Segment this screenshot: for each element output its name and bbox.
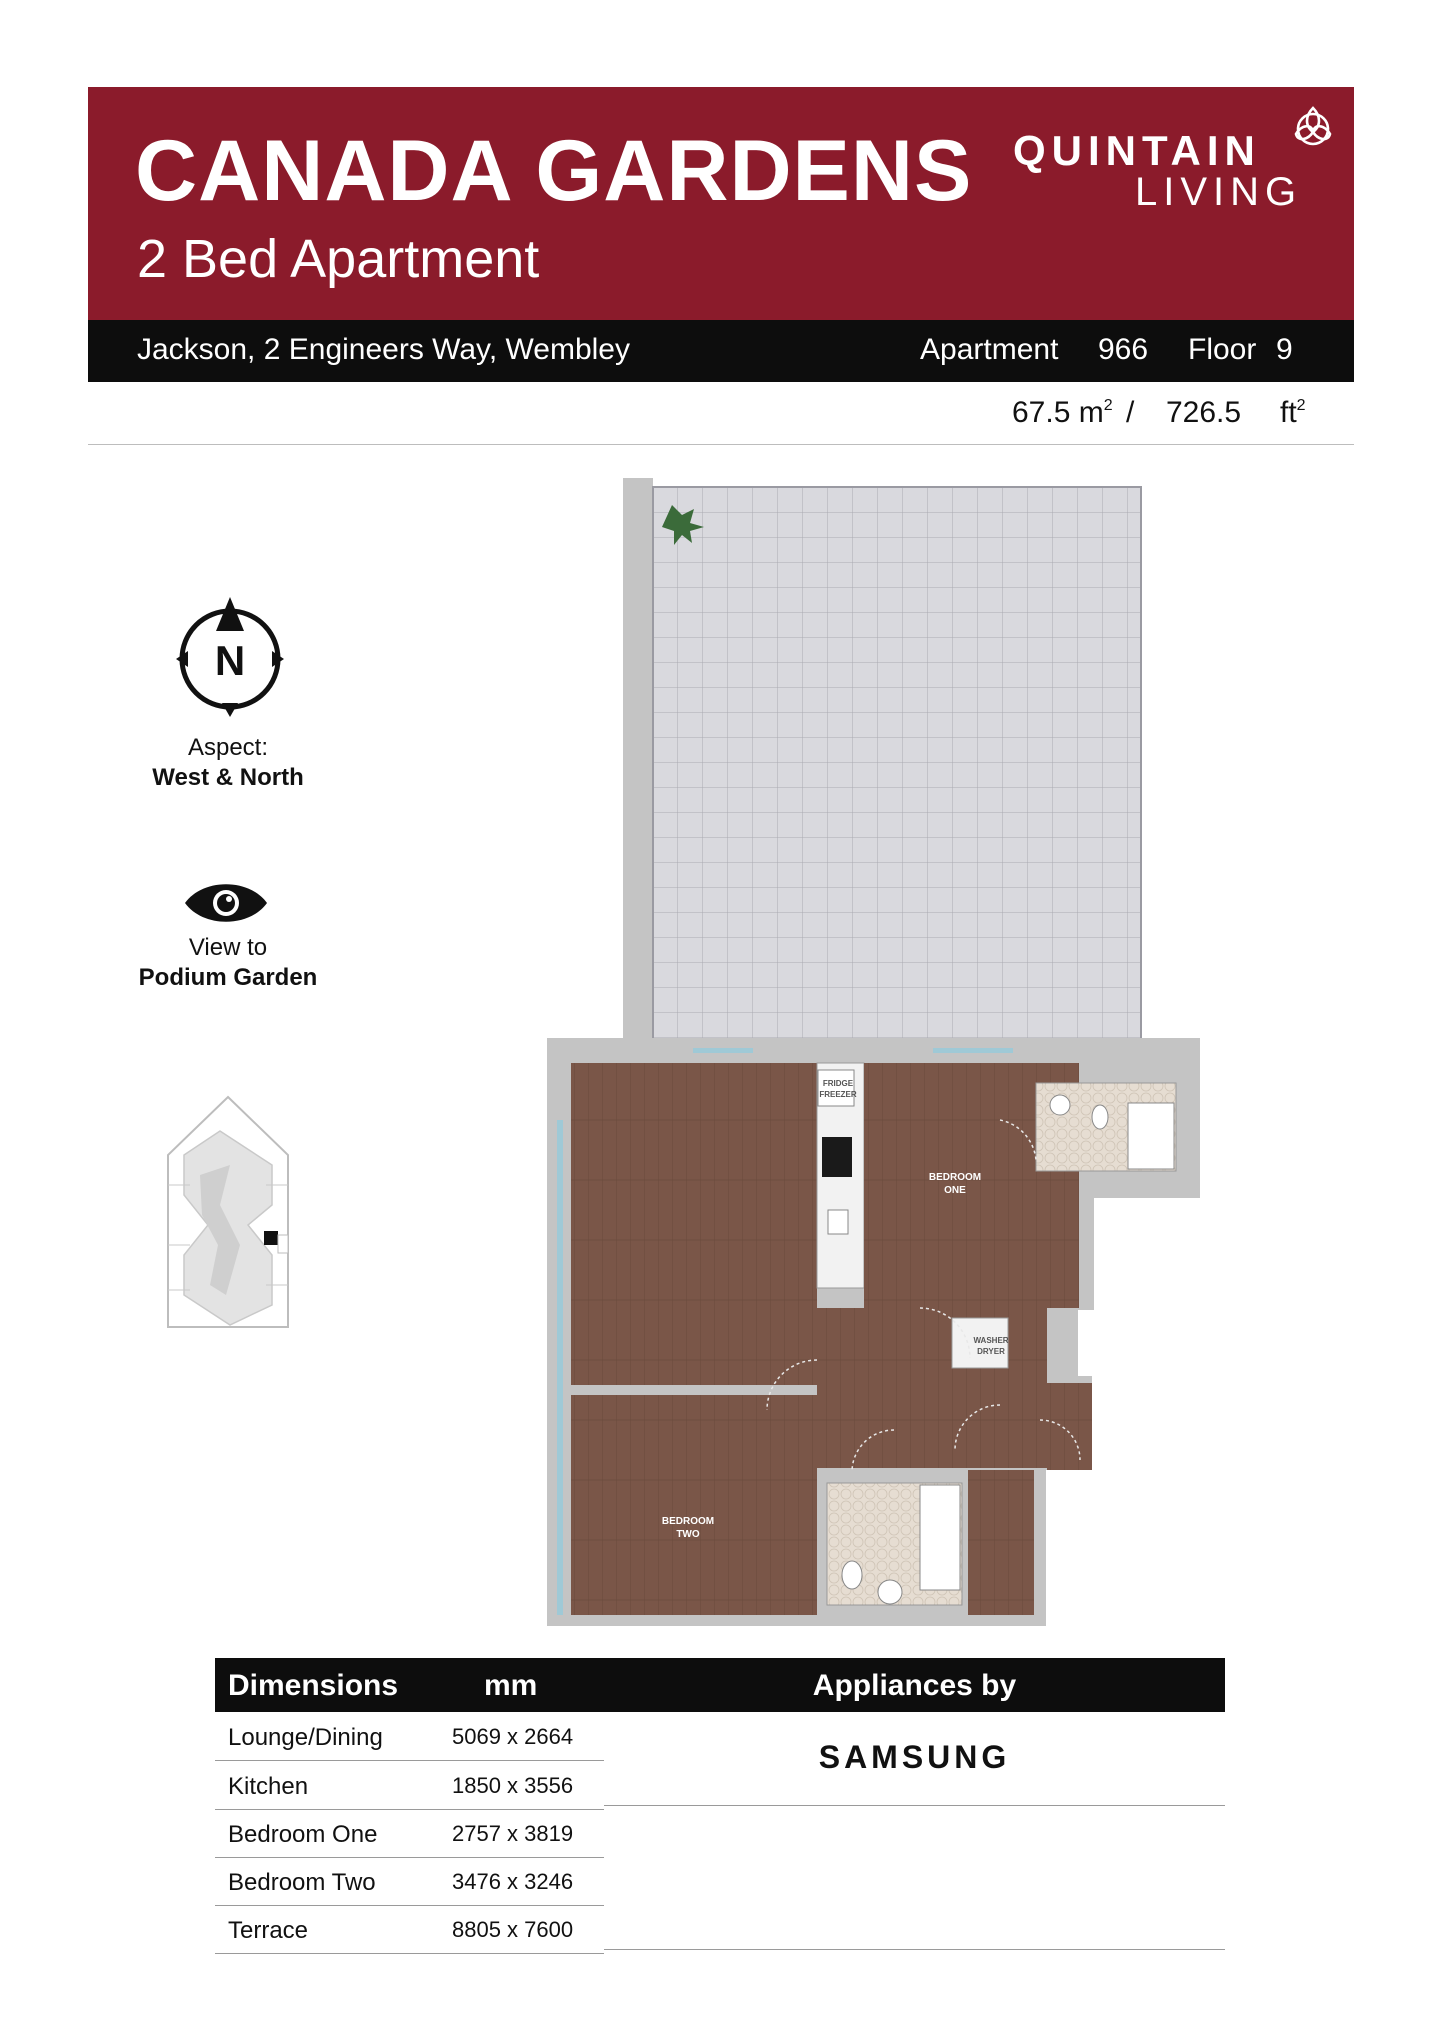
dryer-label: DRYER bbox=[977, 1347, 1005, 1356]
room-dimension: 3476 x 3246 bbox=[452, 1869, 574, 1894]
washer-label: WASHER bbox=[973, 1336, 1009, 1345]
floor-plan bbox=[540, 476, 1200, 1636]
dimensions-header-unit: mm bbox=[484, 1669, 538, 1702]
bedroom-one-label-2: ONE bbox=[944, 1185, 966, 1196]
room-name: Terrace bbox=[228, 1917, 309, 1944]
table-row bbox=[215, 1761, 604, 1810]
address: Jackson, 2 Engineers Way, Wembley bbox=[137, 333, 630, 366]
room-dimension: 8805 x 7600 bbox=[452, 1917, 574, 1942]
fridge-label: FRIDGE bbox=[822, 1079, 854, 1088]
room-name: Kitchen bbox=[228, 1773, 309, 1800]
view-value: Podium Garden bbox=[138, 964, 318, 991]
divider bbox=[604, 1805, 1225, 1806]
bedroom-two-label: BEDROOM bbox=[661, 1516, 715, 1527]
table-row bbox=[215, 1712, 604, 1761]
room-dimension: 1850 x 3556 bbox=[452, 1773, 574, 1798]
room-dimension: 5069 x 2664 bbox=[452, 1724, 574, 1749]
room-name: Lounge/Dining bbox=[228, 1724, 383, 1751]
table-row bbox=[215, 1809, 604, 1858]
apartment-number: 966 bbox=[1098, 333, 1149, 366]
aspect-label: Aspect: bbox=[187, 734, 269, 761]
divider bbox=[604, 1949, 1225, 1950]
view-label: View to bbox=[188, 934, 268, 961]
floor-number: 9 bbox=[1276, 333, 1293, 366]
floor-label: Floor bbox=[1188, 333, 1257, 366]
eye-icon bbox=[183, 880, 269, 926]
compass-letter: N bbox=[214, 637, 246, 684]
brand-subname: LIVING bbox=[1135, 170, 1303, 214]
area-sqft: 726.5 bbox=[1166, 396, 1242, 429]
aspect-value: West & North bbox=[152, 764, 304, 791]
key-plan bbox=[160, 1095, 296, 1335]
room-name: Bedroom Two bbox=[228, 1869, 376, 1896]
area-separator: / bbox=[1126, 396, 1135, 429]
table-row bbox=[215, 1857, 604, 1906]
area-sqft-unit: $ft^2$ bbox=[1280, 396, 1306, 429]
room-name: Bedroom One bbox=[228, 1821, 378, 1848]
appliances-header-label: Appliances by bbox=[812, 1669, 1017, 1702]
brand-name: QUINTAIN bbox=[1013, 127, 1261, 174]
dimensions-header-label: Dimensions bbox=[228, 1669, 399, 1702]
room-dimension: 2757 x 3819 bbox=[452, 1821, 574, 1846]
freezer-label: FREEZER bbox=[819, 1090, 857, 1099]
development-title: CANADA GARDENS bbox=[135, 123, 973, 219]
divider bbox=[88, 444, 1354, 445]
bedroom-one-label: BEDROOM bbox=[928, 1172, 982, 1183]
brand-logo-icon bbox=[1290, 104, 1336, 150]
appliance-brand-logo: SAMSUNG bbox=[818, 1739, 1011, 1775]
apartment-label: Apartment bbox=[920, 333, 1059, 366]
compass-icon bbox=[172, 595, 288, 717]
bedroom-two-label-2: TWO bbox=[676, 1529, 700, 1540]
apartment-type: 2 Bed Apartment bbox=[137, 229, 540, 289]
table-row bbox=[215, 1905, 604, 1954]
area-sqm: 67.5 $m^2$ bbox=[1012, 396, 1113, 429]
